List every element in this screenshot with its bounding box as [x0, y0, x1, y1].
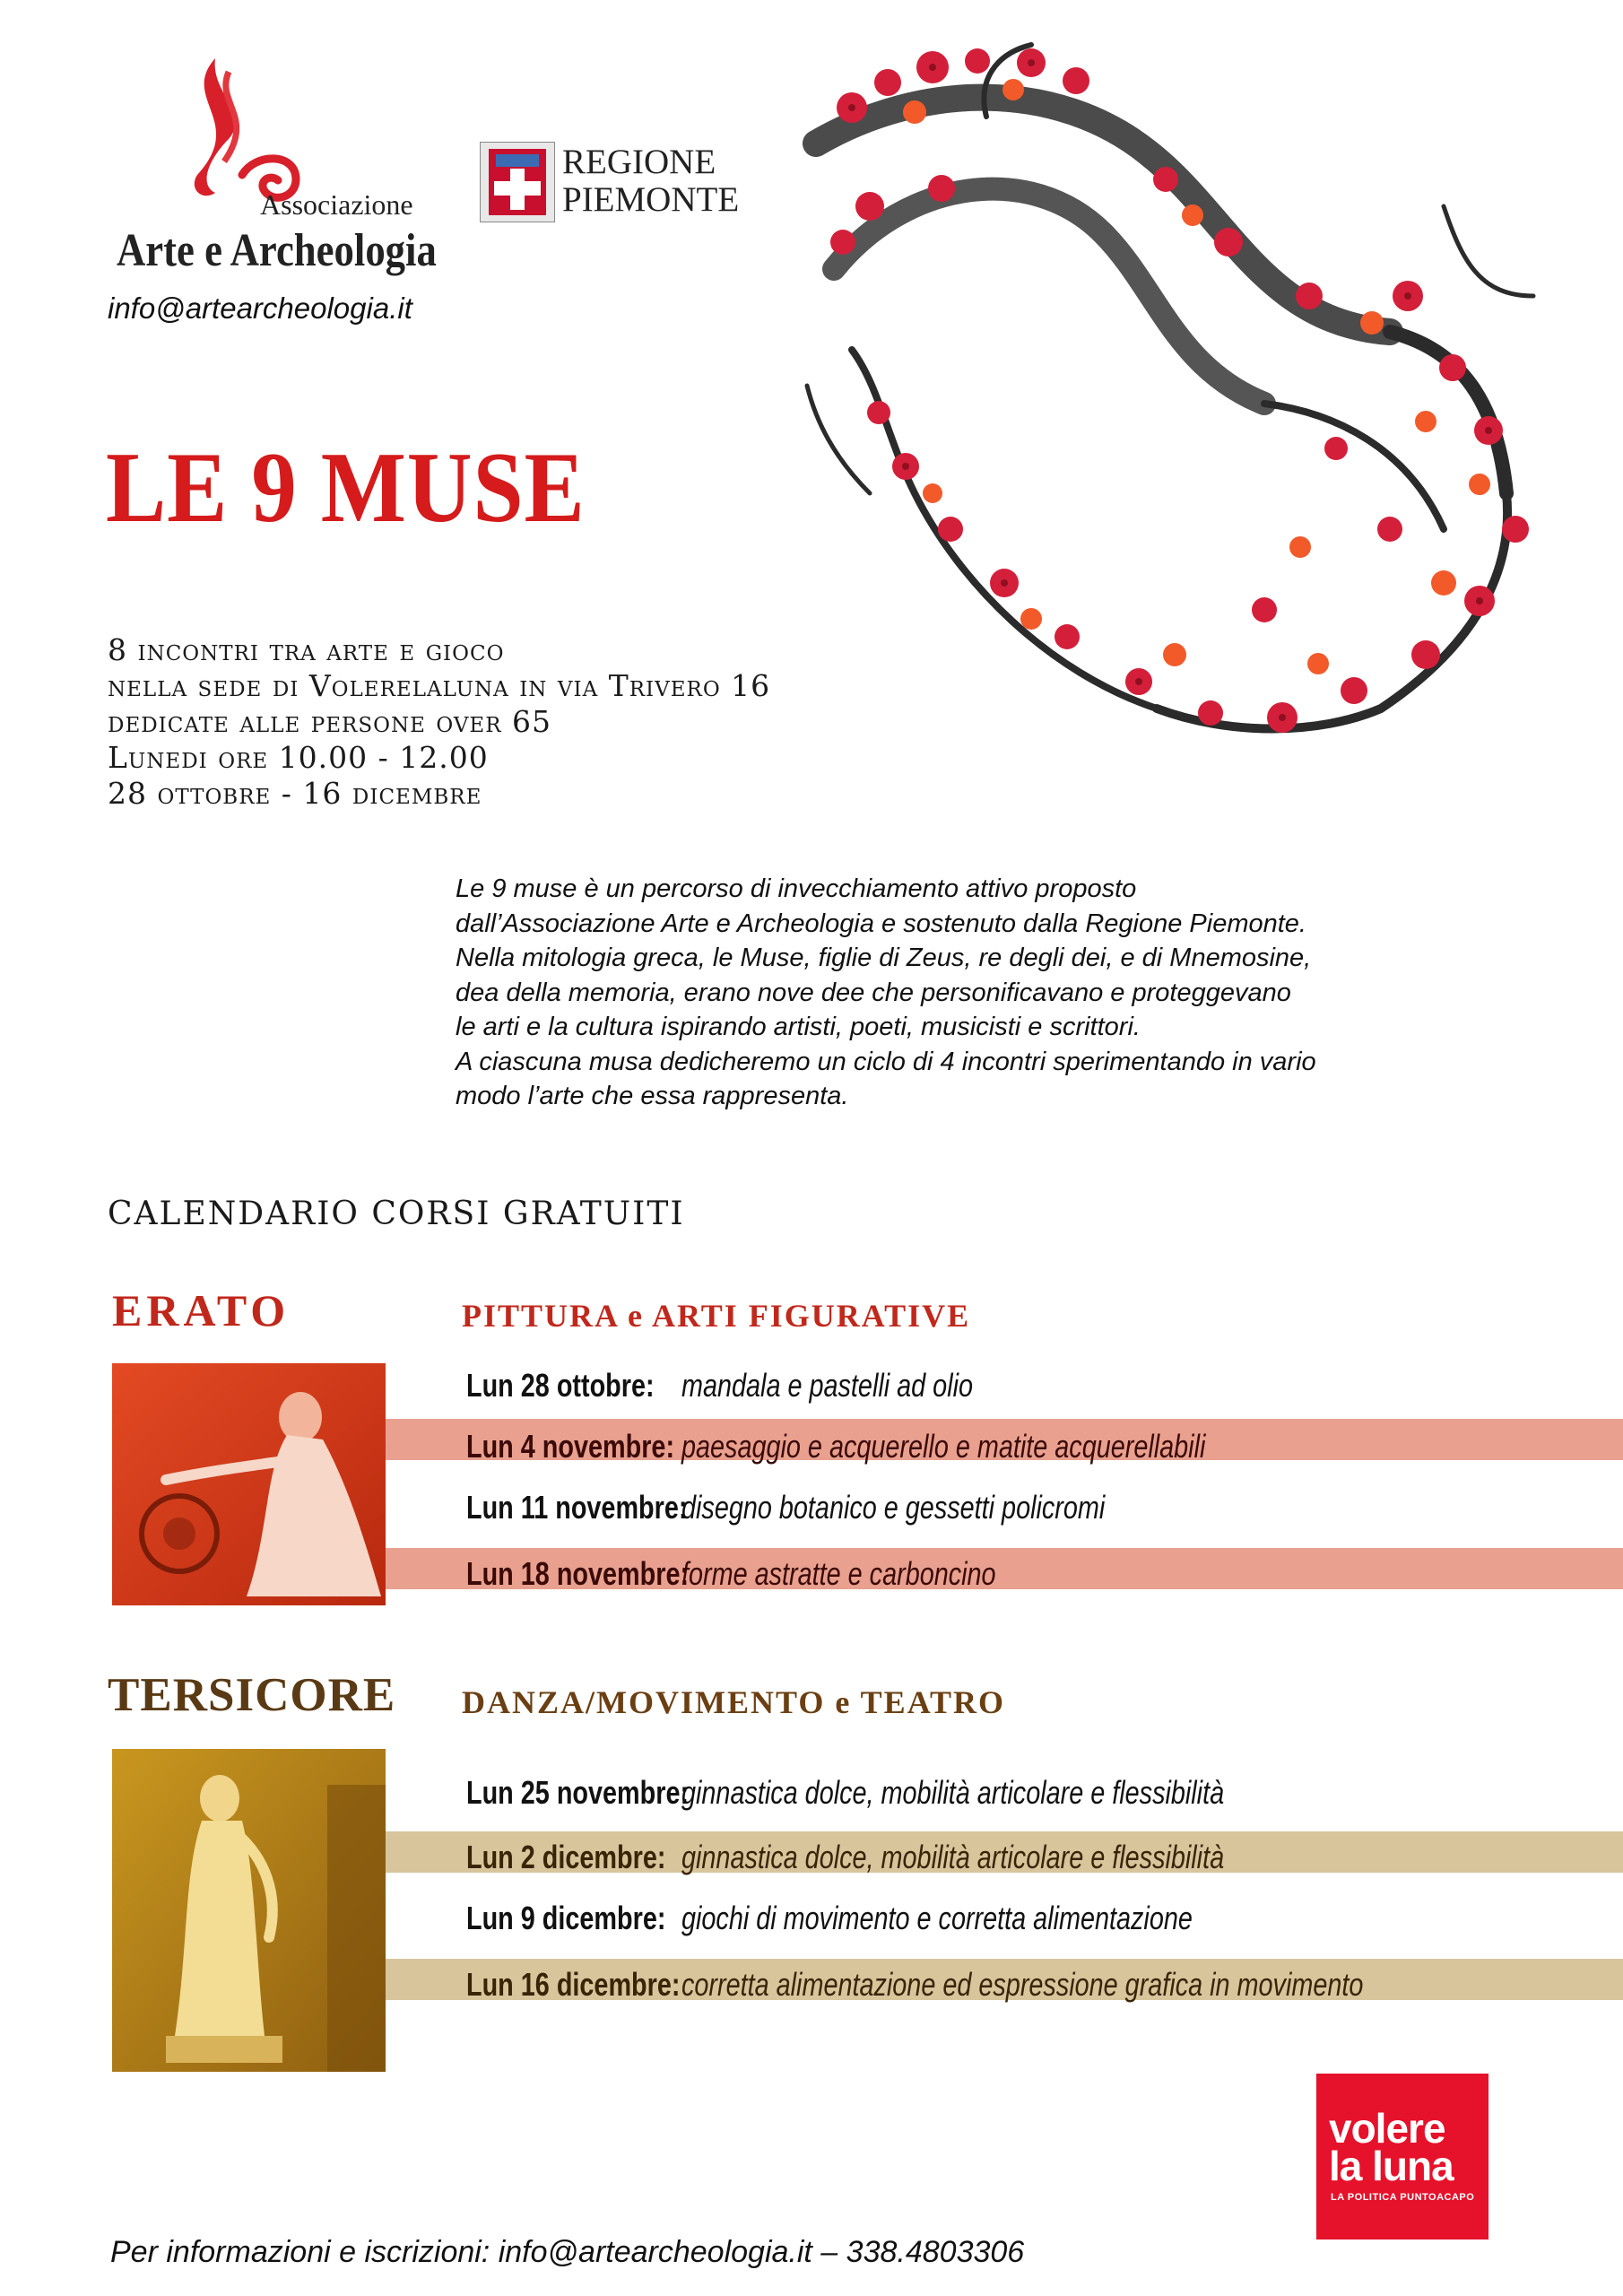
regione-line-1: REGIONE [562, 143, 716, 181]
schedule-activity: disegno botanico e gessetti policromi [681, 1489, 1106, 1526]
schedule-row [466, 1839, 1224, 1876]
erato-image [112, 1363, 386, 1605]
muse-subtitle-erato: PITTURA e ARTI FIGURATIVE [462, 1298, 971, 1334]
schedule-activity: giochi di movimento e corretta alimentazione [681, 1900, 1193, 1936]
muse-subtitle-tersicore: DANZA/MOVIMENTO e TEATRO [462, 1684, 1006, 1720]
description [456, 872, 1460, 1114]
schedule-date: Lun 28 ottobre: [466, 1367, 655, 1404]
description-line: Le 9 muse è un percorso di invecchiamento attivo proposto [456, 874, 1137, 903]
schedule-date: Lun 11 novembre: [466, 1489, 688, 1526]
plum-blossom-illustration [762, 27, 1551, 753]
schedule-date: Lun 18 novembre: [466, 1555, 690, 1592]
volere-la-luna-logo [1316, 2074, 1488, 2239]
schedule-date: Lun 2 dicembre: [466, 1839, 666, 1875]
description-line: dall’Associazione Arte e Archeologia e sostenuto dalla Regione Piemonte. [456, 909, 1306, 938]
info-line: 28 ottobre - 16 dicembre [108, 776, 482, 811]
association-label-small: Associazione [260, 188, 413, 221]
regione-shield-icon [480, 142, 555, 222]
schedule-row [466, 1367, 973, 1405]
description-line: modo l’arte che essa rappresenta. [456, 1082, 849, 1110]
info-line: dedicate alle persone over 65 [108, 704, 552, 739]
schedule-row [466, 1966, 1363, 2004]
description-line: le arti e la cultura ispirando artisti, poeti, musicisti e scrittori. [456, 1013, 1141, 1041]
schedule-row [466, 1555, 996, 1593]
info-line: Lunedi ore 10.00 - 12.00 [108, 740, 489, 775]
association-name: Arte e Archeologia [117, 225, 437, 276]
association-email-link[interactable]: info@artearcheologia.it [108, 291, 412, 325]
info-line: 8 incontri tra arte e gioco [108, 632, 505, 667]
schedule-date: Lun 16 dicembre: [466, 1966, 681, 2003]
luna-logo-tagline: LA POLITICA PUNTOACAPO [1331, 2192, 1475, 2203]
luna-logo-line-2: la luna [1329, 2143, 1454, 2189]
schedule-activity: ginnastica dolce, mobilità articolare e flessibilità [681, 1839, 1225, 1875]
luna-logo-line-1: volere [1329, 2105, 1445, 2152]
schedule-date: Lun 9 dicembre: [466, 1900, 666, 1936]
schedule-activity: forme astratte e carboncino [681, 1555, 996, 1592]
schedule-activity: mandala e pastelli ad olio [681, 1367, 974, 1404]
regione-line-2: PIEMONTE [562, 180, 740, 219]
muse-name-tersicore: TERSICORE [108, 1669, 396, 1721]
schedule-row [466, 1428, 1205, 1465]
regione-piemonte-logo [480, 142, 740, 224]
tersicore-image [112, 1749, 386, 2072]
calendar-heading: CALENDARIO CORSI GRATUITI [108, 1196, 685, 1232]
schedule-row [466, 1900, 1193, 1937]
footer-contact: Per informazioni e iscrizioni: info@artearcheologia.it – 338.4803306 [110, 2235, 1025, 2269]
description-line: dea della memoria, erano nove dee che personificavano e proteggevano [456, 978, 1291, 1007]
page-title: LE 9 MUSE [106, 432, 586, 544]
muse-name-erato: ERATO [112, 1285, 291, 1335]
schedule-date: Lun 25 novembre: [466, 1774, 690, 1811]
info-line: nella sede di Volerelaluna in via Trivero 16 [108, 668, 771, 703]
description-line: A ciascuna musa dedicheremo un ciclo di 4 incontri sperimentando in vario [456, 1047, 1316, 1076]
schedule-activity: corretta alimentazione ed espressione grafica in movimento [681, 1966, 1364, 2003]
schedule-date: Lun 4 novembre: [466, 1428, 675, 1465]
schedule-activity: ginnastica dolce, mobilità articolare e flessibilità [681, 1774, 1225, 1811]
schedule-row [466, 1774, 1224, 1812]
event-info [108, 632, 770, 812]
schedule-row [466, 1489, 1105, 1526]
description-line: Nella mitologia greca, le Muse, figlie di Zeus, re degli dei, e di Mnemosine, [456, 944, 1312, 972]
schedule-activity: paesaggio e acquerello e matite acquerellabili [681, 1428, 1206, 1465]
